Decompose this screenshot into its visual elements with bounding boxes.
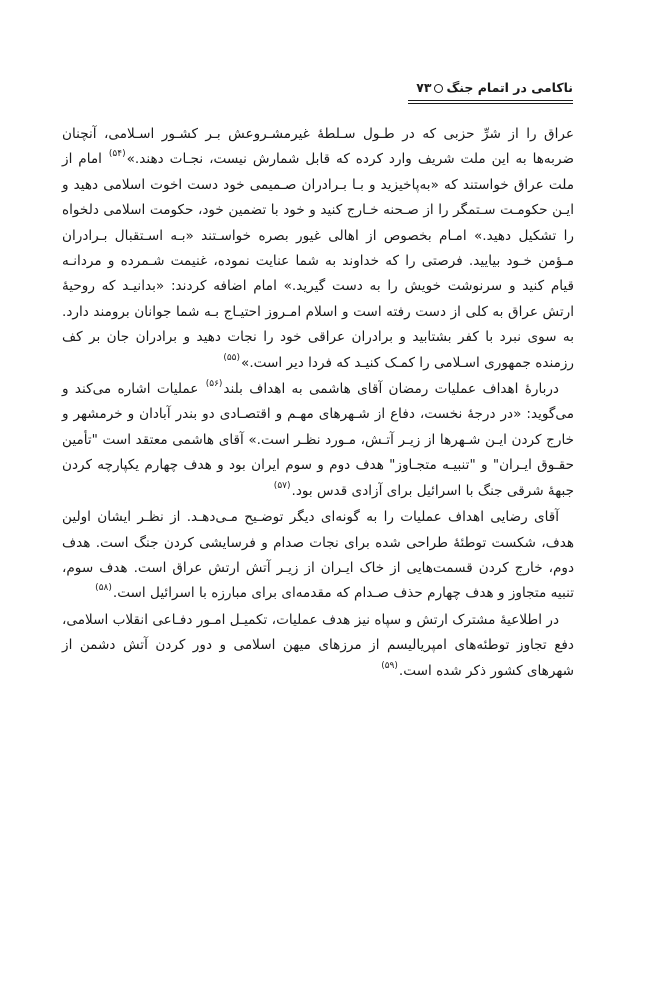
body-text — [62, 122, 574, 685]
paragraph — [62, 122, 574, 376]
page-number: ۷۳ — [416, 80, 432, 95]
text-run: دربارهٔ اهداف عملیات رمضان آقای هاشمی به اهداف بلند — [223, 381, 559, 398]
paragraph — [62, 377, 574, 504]
page-header — [78, 78, 573, 108]
text-run: آقای رضایی اهداف عملیات را به گونه‌ای دیگر توضـیح مـی‌دهـد. از نظـر ایشان اولین هدف، شکست توطئهٔ طراحی شده برای نجات صدام و فرسایشی کردن جنگ است. هدف دوم، خارج کردن قسمت‌هایی از خاک ایـران از زیـر آتش ارتش عراق است. هدف سوم، تنبیه متجاوز و هدف چهارم حذف صـدام که مقدمه‌ای برای مبارزه با اسرائیل است. — [62, 509, 574, 602]
text-run: عراق را از شرِّ حزبی که در طـول سـلطهٔ غیرمشـروعش بـر کشـور اسـلامی، آنچنان ضربه‌ها به این ملت شریف وارد کرده که قابل شمارش نیست، نجـات دهند.» — [62, 126, 574, 168]
footnote-marker: (۵۷) — [273, 480, 291, 491]
text-run: عملیات اشاره می‌کند و می‌گوید: «در درجهٔ نخست، دفاع از شـهرهای مهـم و اقتصـادی دو بندر آبادان و خرمشهر و خارج کردن ایـن شـهرها از زیـر آتـش، مـورد نظـر است.» آقای هاشمی معتقد است "تأمین حقـوق ایـران" و "تنبیـه متجـاوز" هدف دوم و سوم ایران بود و هدف چهارم یکپارچه کردن جبههٔ شرقی جنگ با اسرائیل برای آزادی قدس بود. — [62, 381, 574, 499]
header-double-rule — [408, 100, 573, 104]
footnote-marker: (۵۴) — [108, 149, 126, 160]
footnote-marker: (۵۶) — [205, 379, 223, 390]
text-run: در اطلاعیهٔ مشترک ارتش و سپاه نیز هدف عملیات، تکمیـل امـور دفـاعی انقلاب اسلامی، دفع تجاوز توطئه‌های امپریالیسم از مرزهای میهن اسلامی و دور کردن آتش دشمن از شهرهای کشور ذکر شده است. — [62, 611, 574, 679]
footnote-marker: (۵۹) — [381, 660, 398, 671]
paragraph — [62, 505, 574, 607]
chapter-title: ناکامی در اتمام جنگ — [446, 80, 573, 95]
paragraph — [62, 608, 574, 684]
circle-ornament-icon — [434, 84, 443, 93]
running-head — [416, 78, 573, 98]
footnote-marker: (۵۸) — [95, 583, 112, 594]
footnote-marker: (۵۵) — [223, 352, 241, 363]
text-run: امام از ملت عراق خواستند که «به‌پاخیزید و بـا بـرادران صـمیمی خود دست اخوت اسلامی دهید و ایـن حکومـت سـتمگر را از صـحنه خـارج کنید و خود با تضمین خود، حکومت اسلامی دلخواه را تشکیل دهید.» امـام بخصوص از اهالی غیور بصره خواسـتند «بـه اسـتقبال بـرادران مـؤمن خـود بیایید. فرصتی را که خداوند به شما عنایت نموده، غنیمت شـمرده و مردانـه قیام کنید و سرنوشت خویش را به دست گیرید.» امام اضافه کردند: «بدانیـد که روحیهٔ ارتش عراق به کلی از دست رفته است و اسلام امـروز احتیـاج بـه شما جوانان برومند دارد. به سوی نبرد با کفر بشتابید و برادران عراقی خود را نجات دهید و برادران جان بر کف رزمنده جمهوری اسـلامی را کمـک کنیـد که فردا دیر است.» — [62, 151, 574, 371]
